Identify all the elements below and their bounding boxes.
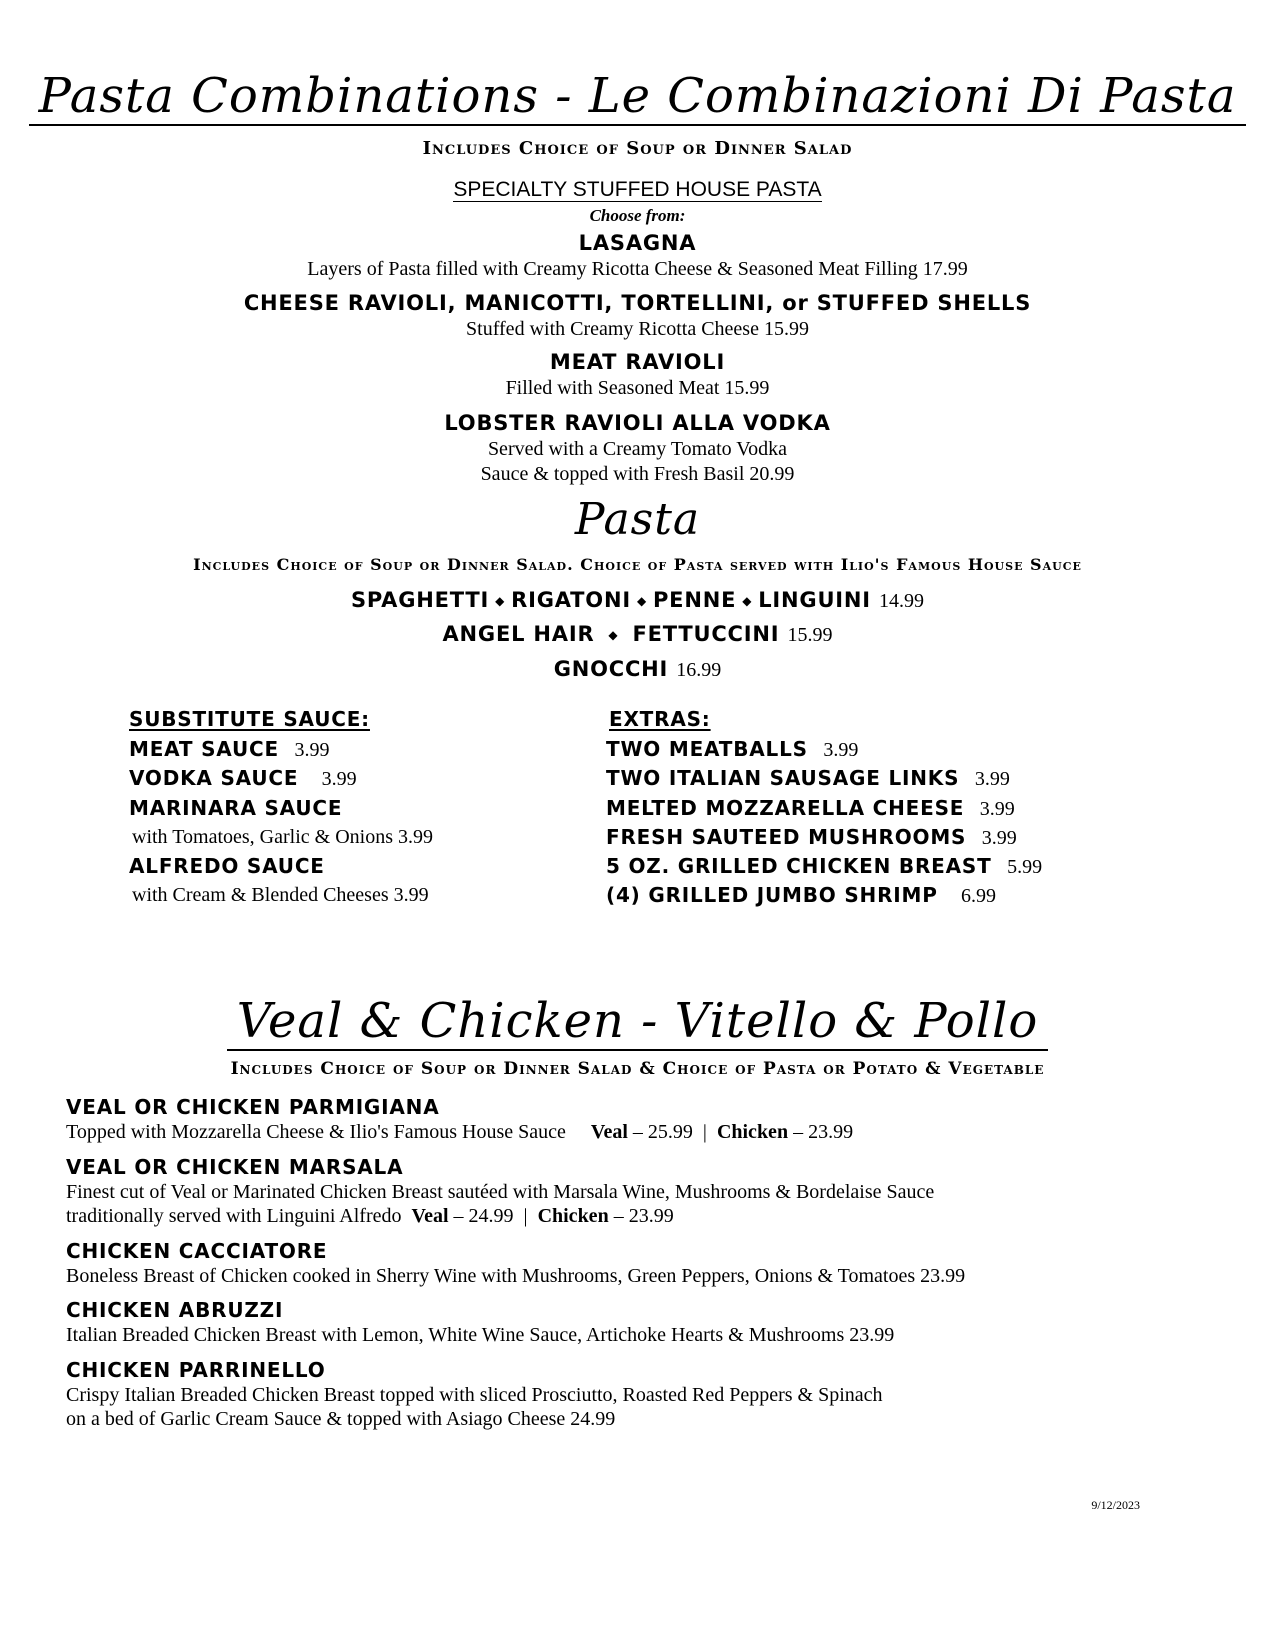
sauce-desc: with Tomatoes, Garlic & Onions 3.99: [132, 825, 433, 848]
entree-desc: Italian Breaded Chicken Breast with Lemon, White Wine Sauce, Artichoke Hearts & Mushrooms 23.99: [66, 1324, 895, 1346]
sauce-item: VODKA SAUCE 3.99: [129, 766, 357, 791]
diamond-icon: ◆: [495, 594, 506, 608]
diamond-icon: ◆: [742, 594, 753, 608]
entree-name: CHICKEN PARRINELLO: [66, 1358, 326, 1382]
pasta-price: 16.99: [676, 659, 722, 681]
pasta-name: GNOCCHI: [553, 657, 669, 681]
menu-item-name: LOBSTER RAVIOLI ALLA VODKA: [444, 411, 831, 435]
sauce-item: MEAT SAUCE 3.99: [129, 737, 330, 761]
menu-item-desc: Sauce & topped with Fresh Basil 20.99: [480, 463, 795, 485]
menu-item-desc: Served with a Creamy Tomato Vodka: [487, 438, 788, 460]
sauce-desc: with Cream & Blended Cheeses 3.99: [132, 884, 429, 907]
entree-desc: Finest cut of Veal or Marinated Chicken Breast sautéed with Marsala Wine, Mushrooms & Bordelaise Sauce: [66, 1181, 935, 1203]
entree-desc: Boneless Breast of Chicken cooked in Sherry Wine with Mushrooms, Green Peppers, Onions & Tomatoes 23.99: [66, 1265, 966, 1287]
extras-heading: EXTRAS:: [609, 707, 711, 731]
diamond-icon: ◆: [636, 594, 647, 608]
entree-desc: Crispy Italian Breaded Chicken Breast topped with sliced Prosciutto, Roasted Red Peppers & Spinach: [66, 1384, 883, 1406]
pasta-price: 14.99: [879, 590, 925, 612]
menu-item-name: CHEESE RAVIOLI, MANICOTTI, TORTELLINI, or STUFFED SHELLS: [243, 291, 1032, 315]
choose-from-label: Choose from:: [589, 206, 686, 225]
entree-desc: traditionally served with Linguini Alfredo Veal – 24.99 | Chicken – 23.99: [66, 1205, 674, 1227]
menu-date: 9/12/2023: [1091, 1498, 1140, 1512]
veal-chicken-subtitle: Includes Choice of Soup or Dinner Salad & Choice of Pasta or Potato & Vegetable: [230, 1059, 1045, 1079]
pasta-name: SPAGHETTI: [350, 588, 490, 612]
extra-item: TWO MEATBALLS 3.99: [606, 737, 859, 761]
menu-item-desc: Layers of Pasta filled with Creamy Ricotta Cheese & Seasoned Meat Filling 17.99: [307, 258, 968, 280]
pasta-line: [0, 657, 1275, 682]
entree-desc: Topped with Mozzarella Cheese & Ilio's Famous House Sauce Veal – 25.99 | Chicken – 23.99: [66, 1121, 854, 1143]
extra-item: 5 OZ. GRILLED CHICKEN BREAST 5.99: [606, 854, 1043, 879]
pasta-name: PENNE: [652, 588, 737, 612]
entree-item: [66, 1154, 1216, 1228]
entree-item: [66, 1094, 1216, 1144]
veal-chicken-title: Veal & Chicken - Vitello & Pollo: [0, 997, 1275, 1051]
specialty-heading: SPECIALTY STUFFED HOUSE PASTA: [453, 178, 822, 201]
menu-item-desc: Filled with Seasoned Meat 15.99: [505, 377, 770, 399]
entree-item: [66, 1297, 1216, 1347]
extra-item: (4) GRILLED JUMBO SHRIMP 6.99: [606, 883, 996, 908]
sauce-item: MARINARA SAUCE: [129, 795, 343, 820]
pasta-combinations-subtitle: Includes Choice of Soup or Dinner Salad: [422, 138, 853, 159]
pasta-name: LINGUINI: [758, 588, 871, 612]
pasta-price: 15.99: [787, 624, 833, 646]
pasta-name: RIGATONI: [511, 588, 631, 612]
entree-item: [66, 1238, 1216, 1288]
pasta-name: FETTUCCINI: [632, 622, 780, 646]
menu-item-name: LASAGNA: [578, 231, 697, 255]
substitute-sauce-heading: SUBSTITUTE SAUCE:: [129, 707, 370, 731]
menu-item-name: MEAT RAVIOLI: [549, 350, 726, 374]
extra-item: MELTED MOZZARELLA CHEESE 3.99: [606, 795, 1015, 820]
entree-desc: on a bed of Garlic Cream Sauce & topped with Asiago Cheese 24.99: [66, 1408, 616, 1430]
diamond-icon: ◆: [608, 628, 619, 642]
pasta-title: Pasta: [574, 494, 701, 545]
entree-item: [66, 1357, 1216, 1431]
pasta-combinations-title: Pasta Combinations - Le Combinazioni Di Pasta: [0, 72, 1275, 126]
extras-column: [606, 707, 1166, 911]
pasta-line: [0, 622, 1275, 647]
entree-name: CHICKEN ABRUZZI: [66, 1298, 284, 1322]
pasta-subtitle: Includes Choice of Soup or Dinner Salad. Choice of Pasta served with Ilio's Famous House Sauce: [193, 555, 1082, 574]
entree-name: CHICKEN CACCIATORE: [66, 1239, 328, 1263]
substitute-sauce-column: [129, 707, 569, 911]
sauce-item: ALFREDO SAUCE: [129, 854, 325, 879]
entree-name: VEAL OR CHICKEN PARMIGIANA: [66, 1095, 440, 1119]
extra-item: FRESH SAUTEED MUSHROOMS 3.99: [606, 824, 1017, 849]
entree-name: VEAL OR CHICKEN MARSALA: [66, 1155, 404, 1179]
pasta-line: [0, 588, 1275, 613]
menu-item-desc: Stuffed with Creamy Ricotta Cheese 15.99: [466, 318, 809, 340]
extra-item: TWO ITALIAN SAUSAGE LINKS 3.99: [606, 766, 1010, 791]
pasta-name: ANGEL HAIR: [442, 622, 595, 646]
